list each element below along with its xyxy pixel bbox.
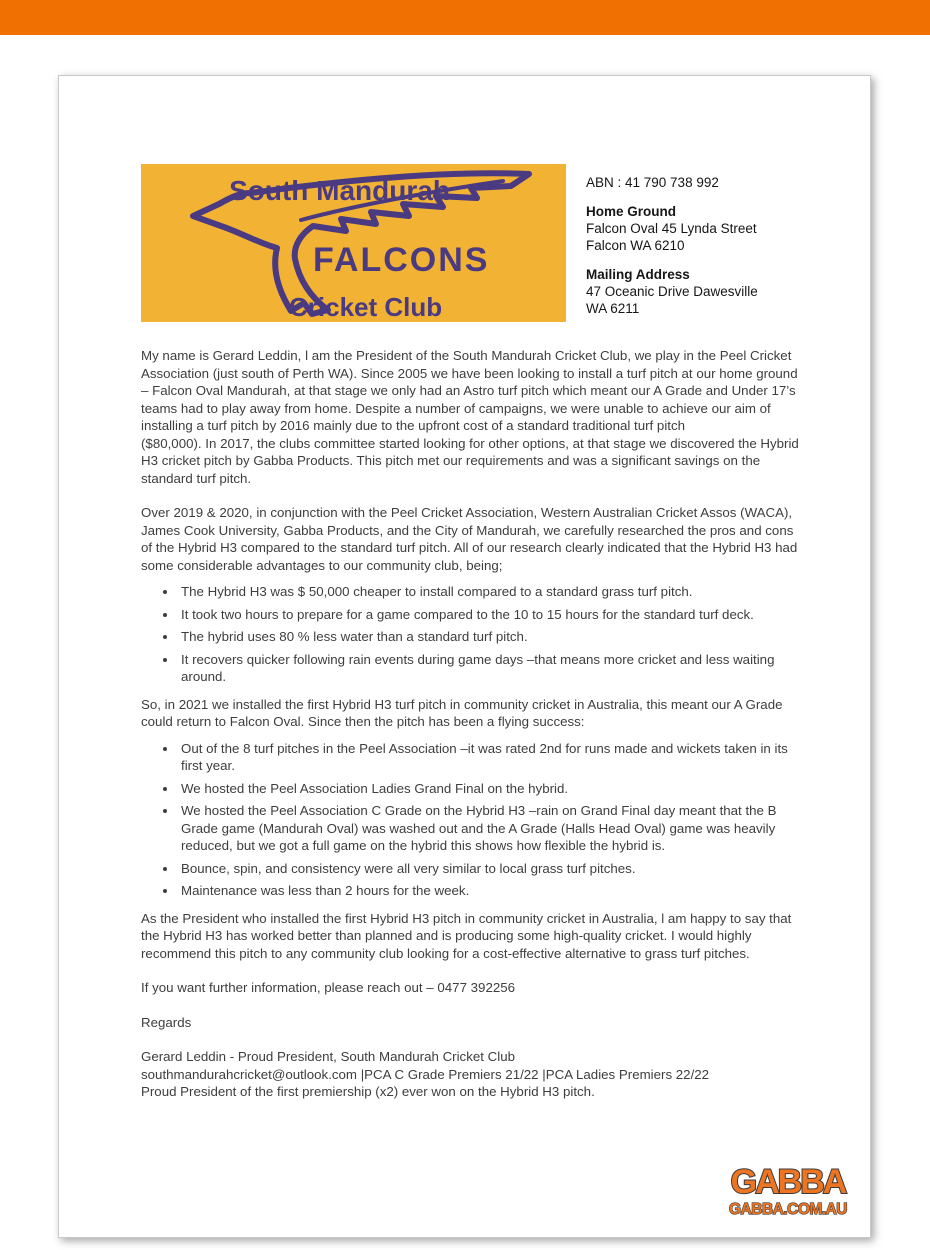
top-orange-bar	[0, 0, 930, 35]
home-ground-label: Home Ground	[586, 204, 676, 219]
paragraph-research: Over 2019 & 2020, in conjunction with the Peel Cricket Association, Western Australian Cricket Assos (WACA), James Cook University, Gabba Products, and the City of Mandurah, we carefully researched the pros and cons of the Hybrid H3 compared to the standard turf pitch. All of our research clearly indicated that the Hybrid H3 had some considerable advantages to our community club, being;	[141, 505, 798, 573]
bullet-item: • It recovers quicker following rain events during game days –that means more cricket and less waiting around.	[178, 651, 799, 686]
bullet-item: • It took two hours to prepare for a game compared to the 10 to 15 hours for the standard turf deck.	[178, 606, 799, 624]
gabba-logo-icon	[718, 1162, 858, 1220]
signature-block	[141, 1048, 799, 1101]
letter-body	[141, 347, 799, 1118]
letter-page	[58, 75, 871, 1238]
signature-line: Proud President of the first premiership (x2) ever won on the Hybrid H3 pitch.	[141, 1084, 595, 1099]
paragraph-install: So, in 2021 we installed the first Hybrid H3 turf pitch in community cricket in Australia, this meant our A Grade could return to Falcon Oval. Since then the pitch has been a flying success:	[141, 696, 783, 729]
gabba-url-text: GABBA.COM.AU	[729, 1201, 847, 1218]
bullet-item: • Maintenance was less than 2 hours for the week.	[178, 882, 799, 900]
gabba-logo-text: GABBA	[730, 1163, 846, 1201]
logo-club-name: FALCONS	[313, 241, 490, 279]
success-list	[141, 740, 799, 900]
bullet-item: • Out of the 8 turf pitches in the Peel Association –it was rated 2nd for runs made and wickets taken in its first year.	[178, 740, 799, 775]
contact-line: If you want further information, please reach out – 0477 392256	[141, 980, 516, 995]
regards-line: Regards	[141, 1014, 192, 1030]
mailing-address-line: WA 6211	[586, 301, 640, 316]
abn-line: ABN : 41 790 738 992	[586, 175, 719, 190]
advantages-list	[141, 583, 799, 686]
bullet-item: • The Hybrid H3 was $ 50,000 cheaper to install compared to a standard grass turf pitch.	[178, 583, 799, 601]
bullet-item: • We hosted the Peel Association C Grade on the Hybrid H3 –rain on Grand Final day meant that the B Grade game (Mandurah Oval) was washed out and the A Grade (Halls Head Oval) game was heavily reduced, but we got a full game on the hybrid this shows how flexible the hybrid is.	[178, 802, 799, 855]
club-logo	[141, 164, 566, 322]
bullet-item: • We hosted the Peel Association Ladies Grand Final on the hybrid.	[178, 780, 799, 798]
mailing-address-label: Mailing Address	[586, 267, 690, 282]
paragraph-text: ($80,000). In 2017, the clubs committee started looking for other options, at that stage we discovered the Hybrid H3 cricket pitch by Gabba Products. This pitch met our requirements and was a significant savings on the standard turf pitch.	[141, 435, 799, 486]
home-ground-address-line: Falcon WA 6210	[586, 238, 685, 253]
home-ground-address-line: Falcon Oval 45 Lynda Street	[586, 221, 757, 236]
signature-line: southmandurahcricket@outlook.com |PCA C Grade Premiers 21/22 |PCA Ladies Premiers 22/22	[141, 1066, 710, 1082]
logo-subtitle: Cricket Club	[289, 292, 443, 322]
paragraph-text: My name is Gerard Leddin, l am the President of the South Mandurah Cricket Club, we play in the Peel Cricket Association (just south of Perth WA). Since 2005 we have been looking to install a turf pitch at our home ground – Falcon Oval Mandurah, at that stage we only had an Astro turf pitch which meant our A Grade and Under 17’s teams had to play away from home. Despite a number of campaigns, we were unable to achieve our aim of installing a turf pitch by 2016 mainly due to the upfront cost of a standard traditional turf pitch	[141, 348, 798, 433]
bullet-item: • The hybrid uses 80 % less water than a standard turf pitch.	[178, 628, 799, 646]
bullet-item: • Bounce, spin, and consistency were all very similar to local grass turf pitches.	[178, 860, 799, 878]
signature-line: Gerard Leddin - Proud President, South Mandurah Cricket Club	[141, 1049, 515, 1064]
paragraph-recommendation: As the President who installed the first Hybrid H3 pitch in community cricket in Australia, l am happy to say that the Hybrid H3 has worked better than planned and is producing some high-quality cricket. I would highly recommend this pitch to any community club looking for a cost-effective alternative to grass turf pitches.	[141, 910, 792, 961]
mailing-address-line: 47 Oceanic Drive Dawesville	[586, 284, 758, 299]
contact-details	[586, 174, 758, 317]
gabba-logo	[718, 1162, 858, 1225]
logo-title: South Mandurah	[229, 175, 450, 206]
paragraph-intro	[141, 347, 799, 487]
